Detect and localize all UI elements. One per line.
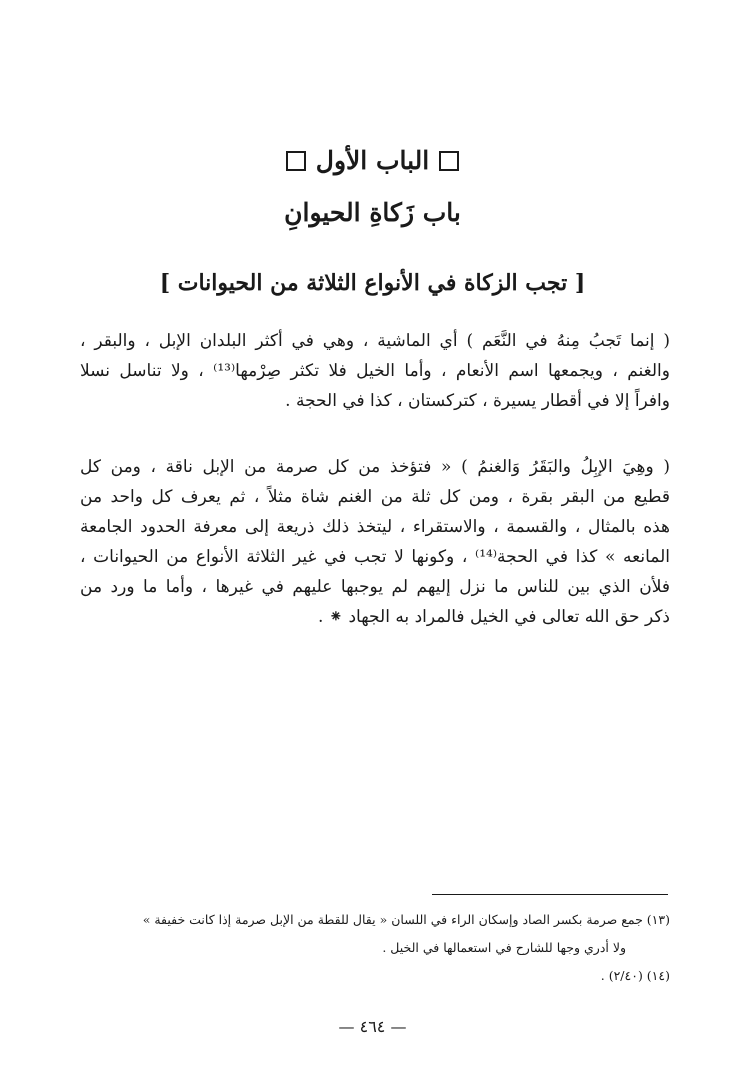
chapter-heading — [0, 146, 745, 175]
text-line: ( وهِيَ الإبِلُ والبَقَرُ وَالغنمُ ) « فتؤخذ من كل صرمة من الإبل ناقة ، ومن كل — [80, 457, 670, 477]
paragraph-1 — [80, 326, 670, 416]
text-line: وافراً إلا في أقطار يسيرة ، كتركستان ، كذا في الحجة . — [285, 391, 670, 411]
square-ornament-icon — [286, 151, 306, 171]
square-ornament-icon — [439, 151, 459, 171]
page-number: — ٤٦٤ — — [338, 1017, 407, 1036]
text-line: ( إنما تَجبُ مِنهُ في النَّعَم ) أي الماشية ، وهي في أكثر البلدان الإبل ، والبقر ، — [80, 331, 670, 351]
text-line: قطيع من البقر بقرة ، ومن كل ثلة من الغنم شاة مثلاً ، ثم يعرف كل واحد من — [80, 487, 670, 507]
footnotes — [80, 906, 670, 990]
paragraph-2 — [80, 452, 670, 632]
text-line: هذه بالمثال ، والقسمة ، والاستقراء ، ليتخذ ذلك ذريعة إلى معرفة الحدود الجامعة — [80, 517, 670, 537]
text-line: فلأن الذي بين للناس ما نزل إليهم لم يوجبها عليهم في غيرها ، وأما ما ورد من — [80, 577, 670, 597]
chapter-title: الباب الأول — [315, 146, 430, 175]
footnote-13: (١٣) جمع صرمة بكسر الصاد وإسكان الراء في اللسان « يقال للقطة من الإبل صرمة إذا كانت خفيفة » — [142, 912, 670, 927]
topic-heading: [ تجب الزكاة في الأنواع الثلاثة من الحيوانات ] — [159, 270, 586, 296]
footnote-divider — [432, 894, 668, 895]
footnote-14: (١٤) (٢/٤٠) . — [600, 968, 670, 983]
text-line: المانعه » كذا في الحجة⁽¹⁴⁾ ، وكونها لا تجب في غير الثلاثة الأنواع من الحيوانات ، — [80, 547, 670, 567]
footnote-13-continued: ولا أدري وجها للشارح في استعمالها في الخيل . — [382, 940, 626, 955]
text-line: والغنم ، ويجمعها اسم الأنعام ، وأما الخيل فلا تكثر صِرْمها⁽¹³⁾ ، ولا تناسل نسلا — [80, 361, 670, 381]
text-line: ذكر حق الله تعالى في الخيل فالمراد به الجهاد ⁕ . — [318, 607, 670, 627]
section-title: باب زَكاةِ الحيوانِ — [284, 198, 461, 227]
